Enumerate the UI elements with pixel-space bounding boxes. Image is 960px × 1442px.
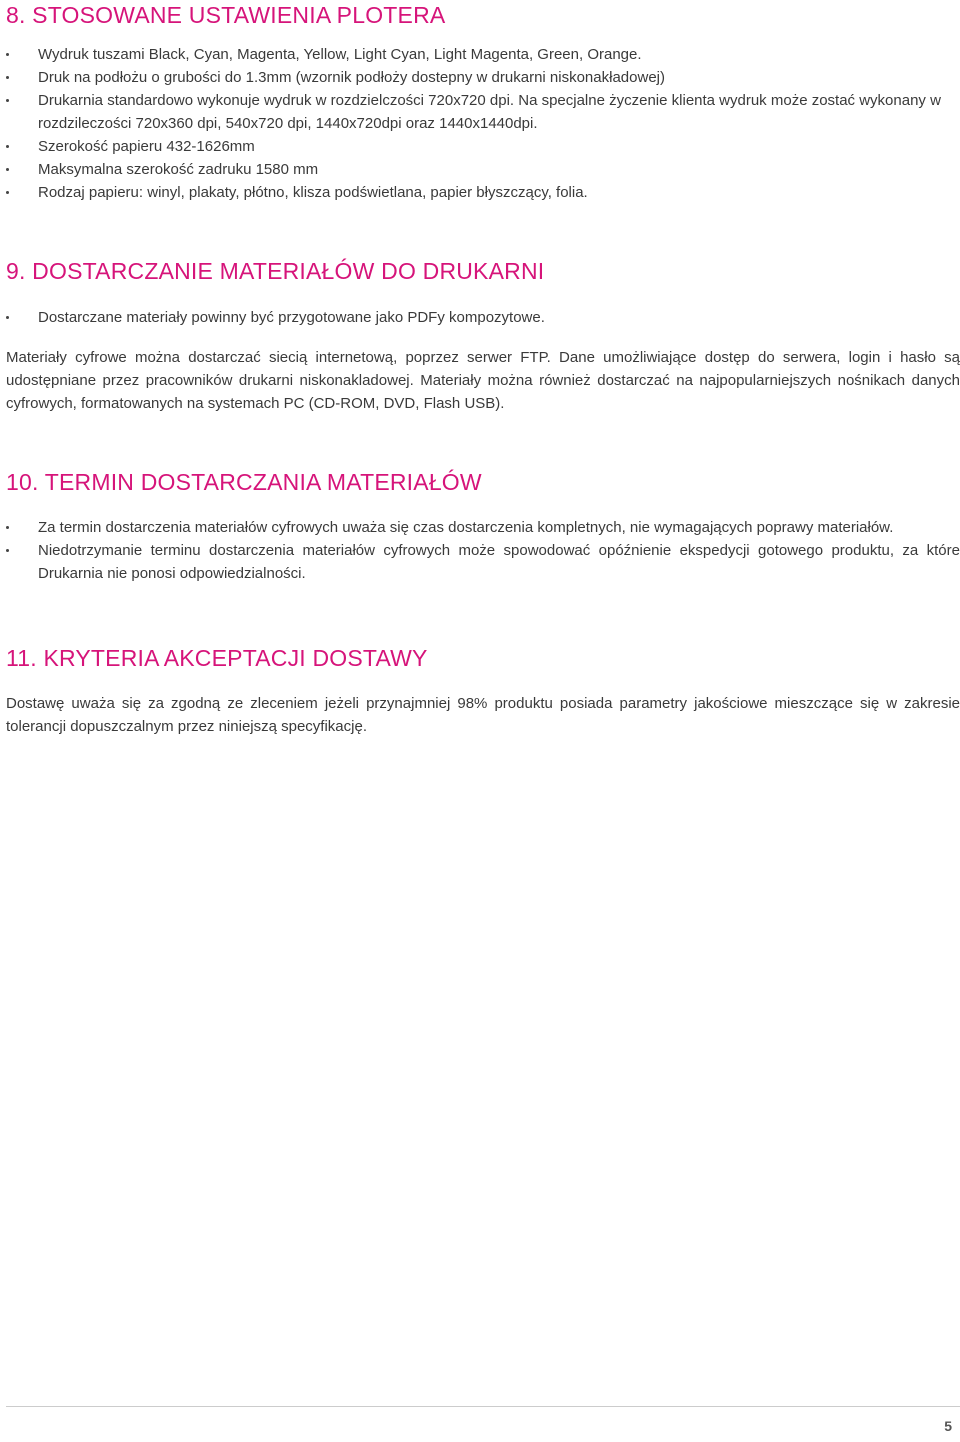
bullet-list [6, 306, 960, 329]
section-title: 10. TERMIN DOSTARCZANIA MATERIAŁÓW [6, 469, 482, 495]
list-item [6, 306, 960, 329]
bullet-list [6, 516, 960, 585]
list-item [6, 539, 960, 585]
section-material-delivery [6, 256, 960, 415]
page-number: 5 [944, 1418, 952, 1434]
list-item-text: Dostarczane materiały powinny być przygotowane jako PDFy kompozytowe. [38, 309, 545, 326]
list-item [6, 43, 960, 66]
list-item-text: Za termin dostarczenia materiałów cyfrowych uważa się czas dostarczenia kompletnych, nie wymagających poprawy materiałów. [38, 519, 894, 536]
list-item-text: Szerokość papieru 432-1626mm [38, 138, 255, 155]
bullet-icon [6, 526, 9, 529]
paragraph: Dostawę uważa się za zgodną ze zleceniem jeżeli przynajmniej 98% produktu posiada parametry jakościowe mieszczące się w zakresie tolerancji dopuszczalnym przez niniejszą specyfikację. [6, 695, 960, 735]
list-item [6, 89, 960, 135]
bullet-icon [6, 191, 9, 194]
list-item-text: Maksymalna szerokość zadruku 1580 mm [38, 161, 319, 178]
list-item [6, 516, 960, 539]
bullet-icon [6, 549, 9, 552]
list-item-text: Drukarnia standardowo wykonuje wydruk w rozdzielczości 720x720 dpi. Na specjalne życzenie klienta wydruk może zostać wykonany w rozdzileczości 720x360 dpi, 540x720 dpi, 1440x720dpi oraz 1440x1440dpi. [38, 92, 941, 132]
section-plotter-settings [6, 0, 960, 204]
paragraph: Materiały cyfrowe można dostarczać siecią internetową, poprzez serwer FTP. Dane umożliwiające dostęp do serwera, login i hasło są udostępniane przez pracowników drukarni niskonakladowej. Materiały można również dostarczać na najpopularniejszych nośnikach danych cyfrowych, formatowanych na systemach PC (CD-ROM, DVD, Flash USB). [6, 349, 960, 412]
section-title: 11. KRYTERIA AKCEPTACJI DOSTAWY [6, 645, 428, 671]
list-item [6, 158, 960, 181]
section-title: 8. STOSOWANE USTAWIENIA PLOTERA [6, 2, 446, 28]
bullet-icon [6, 53, 9, 56]
list-item [6, 181, 960, 204]
list-item-text: Niedotrzymanie terminu dostarczenia materiałów cyfrowych może spowodować opóźnienie ekspedycji gotowego produktu, za które Drukarnia nie ponosi odpowiedzialności. [38, 542, 960, 582]
bullet-icon [6, 168, 9, 171]
footer-divider [6, 1406, 960, 1407]
list-item-text: Wydruk tuszami Black, Cyan, Magenta, Yellow, Light Cyan, Light Magenta, Green, Orange. [38, 46, 642, 63]
list-item [6, 66, 960, 89]
list-item-text: Rodzaj papieru: winyl, plakaty, płótno, klisza podświetlana, papier błyszczący, folia. [38, 184, 588, 201]
bullet-icon [6, 99, 9, 102]
bullet-icon [6, 76, 9, 79]
bullet-icon [6, 145, 9, 148]
list-item-text: Druk na podłożu o grubości do 1.3mm (wzornik podłoży dostepny w drukarni niskonakładowej) [38, 69, 665, 86]
bullet-icon [6, 316, 9, 319]
list-item [6, 135, 960, 158]
section-delivery-deadline [6, 467, 960, 585]
bullet-list [6, 43, 960, 204]
section-title: 9. DOSTARCZANIE MATERIAŁÓW DO DRUKARNI [6, 258, 545, 284]
section-acceptance-criteria [6, 643, 960, 738]
